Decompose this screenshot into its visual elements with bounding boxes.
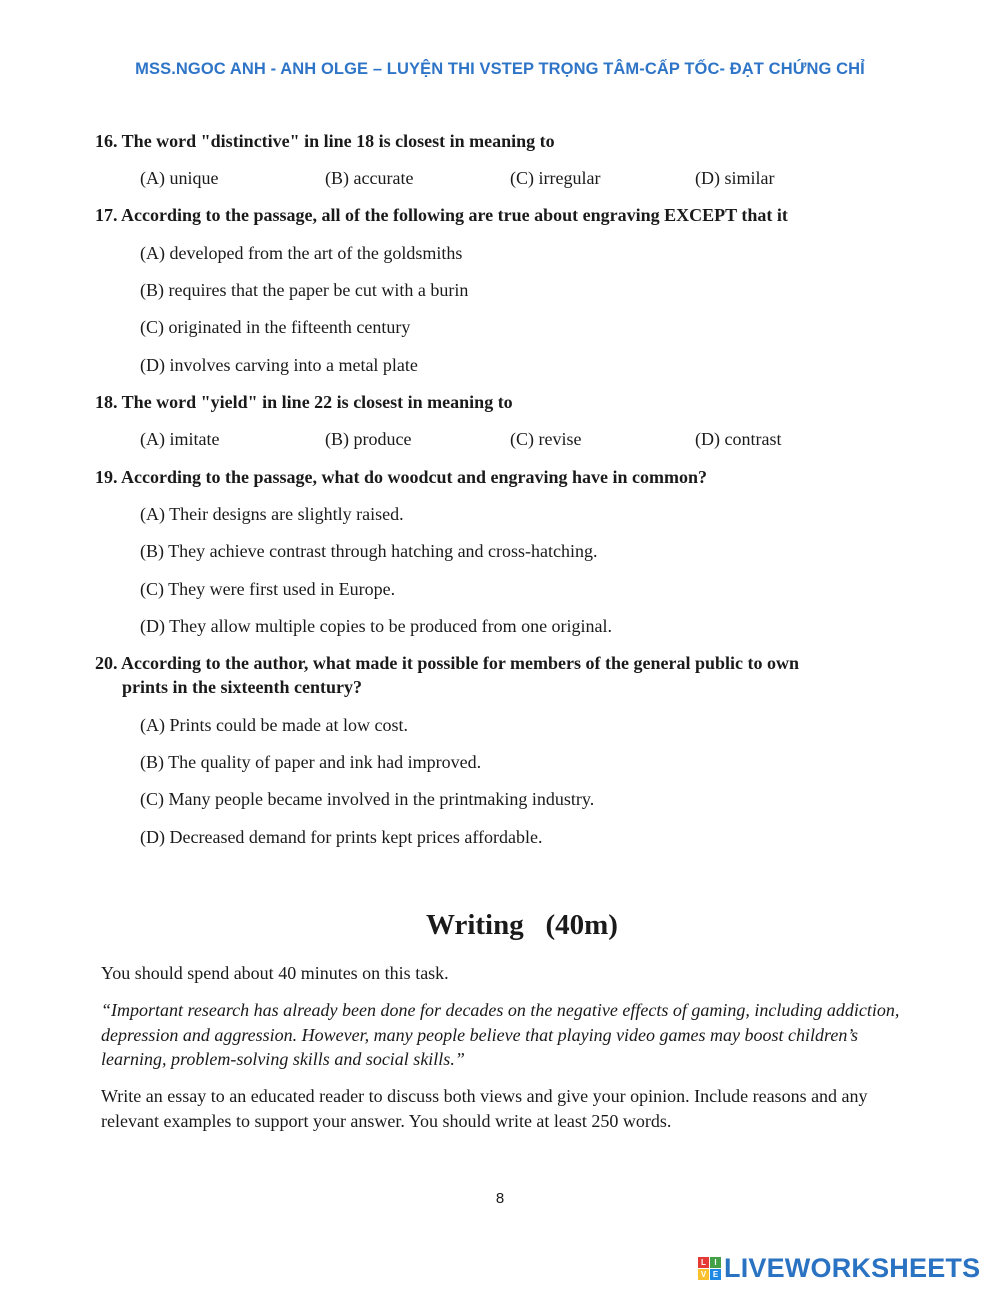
option-17-a: (A) developed from the art of the goldsmiths bbox=[140, 243, 463, 263]
liveworksheets-logo-text: LIVEWORKSHEETS bbox=[724, 1253, 981, 1283]
liveworksheets-logo-mark bbox=[698, 1257, 721, 1280]
option-18-a: (A) imitate bbox=[140, 429, 220, 449]
option-19-d: (D) They allow multiple copies to be produced from one original. bbox=[140, 616, 613, 636]
option-20-a: (A) Prints could be made at low cost. bbox=[140, 715, 408, 735]
option-20-b: (B) The quality of paper and ink had improved. bbox=[140, 752, 482, 772]
option-17-d: (D) involves carving into a metal plate bbox=[140, 355, 418, 375]
liveworksheets-logo bbox=[698, 1253, 980, 1284]
writing-quote: “Important research has already been done for decades on the negative effects of gaming, including addiction, depression and aggression. However, many people believe that playing video games may boost children’s learning, problem-solving skills and social skills.” bbox=[101, 1000, 900, 1069]
writing-instruction: You should spend about 40 minutes on this task. bbox=[101, 963, 449, 983]
option-18-b: (B) produce bbox=[325, 429, 412, 449]
page-header: MSS.NGOC ANH - ANH OLGE – LUYỆN THI VSTEP TRỌNG TÂM-CẤP TỐC- ĐẠT CHỨNG CHỈ bbox=[135, 60, 865, 78]
option-16-b: (B) accurate bbox=[325, 168, 414, 188]
question-16: 16. The word "distinctive" in line 18 is closest in meaning to bbox=[95, 131, 555, 151]
option-17-b: (B) requires that the paper be cut with a burin bbox=[140, 280, 469, 300]
question-17: 17. According to the passage, all of the following are true about engraving EXCEPT that it bbox=[95, 205, 788, 225]
question-20 bbox=[95, 651, 799, 699]
logo-mark-v: V bbox=[698, 1269, 709, 1280]
option-16-a: (A) unique bbox=[140, 168, 219, 188]
question-20-line-2: prints in the sixteenth century? bbox=[122, 677, 362, 697]
writing-title: Writing (40m) bbox=[426, 909, 618, 941]
option-19-c: (C) They were first used in Europe. bbox=[140, 579, 396, 599]
logo-mark-i: I bbox=[710, 1257, 721, 1268]
option-19-b: (B) They achieve contrast through hatching and cross-hatching. bbox=[140, 541, 598, 561]
option-18-c: (C) revise bbox=[510, 429, 582, 449]
option-20-c: (C) Many people became involved in the printmaking industry. bbox=[140, 789, 595, 809]
option-18-d: (D) contrast bbox=[695, 429, 782, 449]
option-17-c: (C) originated in the fifteenth century bbox=[140, 317, 411, 337]
writing-task: Write an essay to an educated reader to discuss both views and give your opinion. Include reasons and any relevant examples to support your answer. You should write at least 250 words. bbox=[101, 1086, 868, 1131]
option-20-d: (D) Decreased demand for prints kept prices affordable. bbox=[140, 827, 543, 847]
logo-mark-l: L bbox=[698, 1257, 709, 1268]
option-16-c: (C) irregular bbox=[510, 168, 601, 188]
question-18: 18. The word "yield" in line 22 is closest in meaning to bbox=[95, 392, 513, 412]
question-20-line-1: 20. According to the author, what made it possible for members of the general public to own bbox=[95, 653, 799, 673]
option-16-d: (D) similar bbox=[695, 168, 775, 188]
option-19-a: (A) Their designs are slightly raised. bbox=[140, 504, 404, 524]
logo-mark-e: E bbox=[710, 1269, 721, 1280]
question-19: 19. According to the passage, what do woodcut and engraving have in common? bbox=[95, 467, 708, 487]
page-number: 8 bbox=[495, 1190, 505, 1207]
